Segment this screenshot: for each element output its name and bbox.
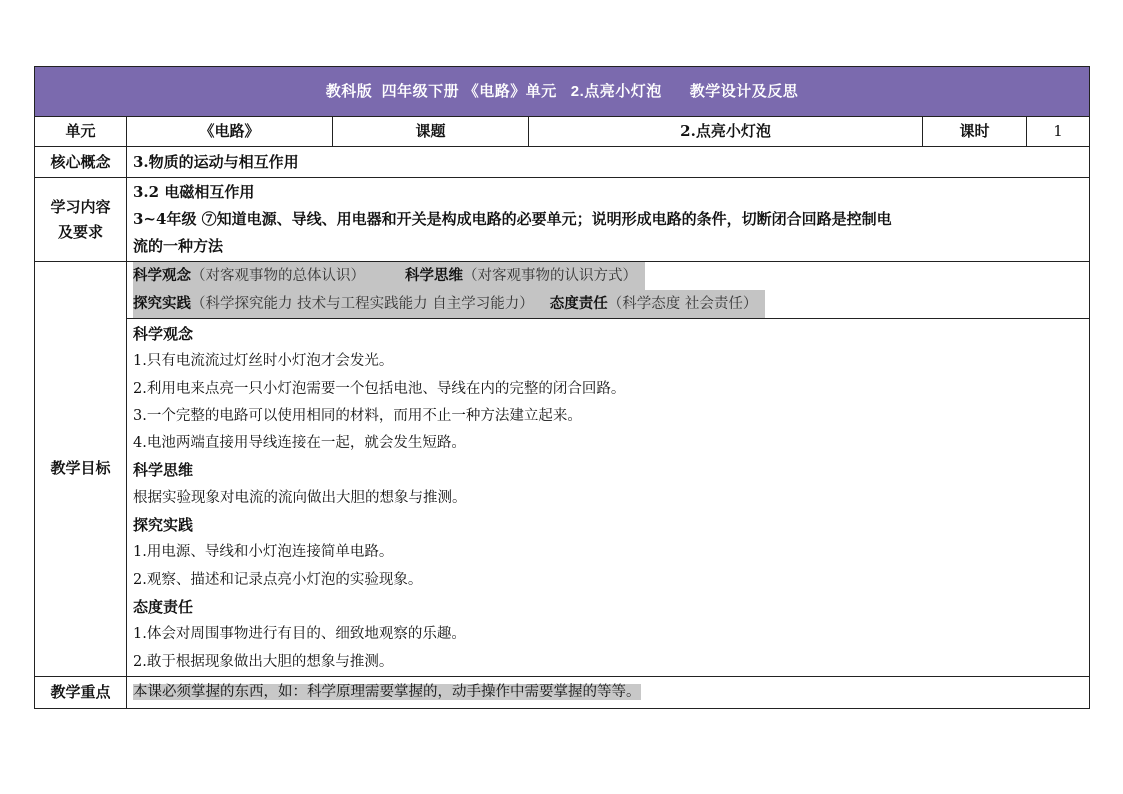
section-heading: 科学思维 xyxy=(133,461,194,480)
lesson-plan-sheet xyxy=(34,66,1089,709)
key-points-value: 本课必须掌握的东西，如：科学原理需要掌握的，动手操作中需要掌握的等等。 xyxy=(133,684,641,701)
title-text: 教科版 四年级下册 《电路》单元 2.点亮小灯泡 教学设计及反思 xyxy=(325,83,799,100)
unit-value: 《电路》 xyxy=(127,117,333,147)
period-label: 课时 xyxy=(923,117,1027,147)
core-concept-label: 核心概念 xyxy=(35,147,127,178)
dimension-tag-row2 xyxy=(133,290,765,318)
teaching-goals-label: 教学目标 xyxy=(35,262,127,677)
dimension-name: 科学思维 xyxy=(405,267,463,284)
goal-item: 2.敢于根据现象做出大胆的想象与推测。 xyxy=(133,653,394,670)
dimension-name: 态度责任 xyxy=(549,295,608,312)
learning-content-label xyxy=(35,178,127,262)
goal-item: 1.用电源、导线和小灯泡连接简单电路。 xyxy=(133,544,394,561)
key-points-cell xyxy=(127,676,1090,708)
learning-content-value xyxy=(127,178,1090,262)
goal-item: 2.观察、描述和记录点亮小灯泡的实验现象。 xyxy=(133,571,423,588)
goal-dimensions-row2 xyxy=(133,290,1083,318)
goal-details xyxy=(127,319,1090,677)
dimension-desc: （科学态度 社会责任） xyxy=(607,296,758,312)
goal-item: 4.电池两端直接用导线连接在一起，就会发生短路。 xyxy=(133,435,466,452)
lesson-label: 课题 xyxy=(333,117,529,147)
dimension-desc: （对客观事物的认识方式） xyxy=(463,268,637,284)
learning-content-label-line2: 及要求 xyxy=(57,222,103,241)
learning-content-line2: 3~4年级 ⑦知道电源、导线、用电器和开关是构成电路的必要单元；说明形成电路的条件，切断闭合回路是控制电 xyxy=(133,209,892,228)
section-heading: 科学观念 xyxy=(133,325,194,343)
unit-label: 单元 xyxy=(35,117,127,147)
goal-item: 3.一个完整的电路可以使用相同的材料，而用不止一种方法建立起来。 xyxy=(133,407,582,424)
learning-content-line1: 3.2 电磁相互作用 xyxy=(133,182,255,201)
goal-item: 根据实验现象对电流的流向做出大胆的想象与推测。 xyxy=(133,489,467,506)
section-heading: 探究实践 xyxy=(133,516,194,535)
lesson-value: 2.点亮小灯泡 xyxy=(529,117,923,147)
period-value: 1 xyxy=(1027,117,1090,147)
goal-item: 1.只有电流流过灯丝时小灯泡才会发光。 xyxy=(133,353,394,370)
goal-item: 1.体会对周围事物进行有目的、细致地观察的乐趣。 xyxy=(133,626,466,643)
learning-content-label-line1: 学习内容 xyxy=(50,197,111,216)
dimension-name: 科学观念 xyxy=(133,267,191,284)
dimension-desc: （科学探究能力 技术与工程实践能力 自主学习能力） xyxy=(191,296,534,312)
dimension-desc: （对客观事物的总体认识） xyxy=(191,268,365,284)
section-heading: 态度责任 xyxy=(133,597,194,616)
goal-dimensions-row1 xyxy=(133,262,1083,290)
dimension-tag-row1 xyxy=(133,262,645,290)
learning-content-line3: 流的一种方法 xyxy=(133,237,224,256)
key-points-label: 教学重点 xyxy=(35,676,127,708)
core-concept-value: 3.物质的运动与相互作用 xyxy=(127,147,1090,178)
dimension-name: 探究实践 xyxy=(133,295,191,312)
lesson-plan-table xyxy=(34,66,1090,709)
goal-dimensions xyxy=(127,262,1090,319)
document-title xyxy=(35,67,1090,117)
goal-item: 2.利用电来点亮一只小灯泡需要一个包括电池、导线在内的完整的闭合回路。 xyxy=(133,380,626,397)
